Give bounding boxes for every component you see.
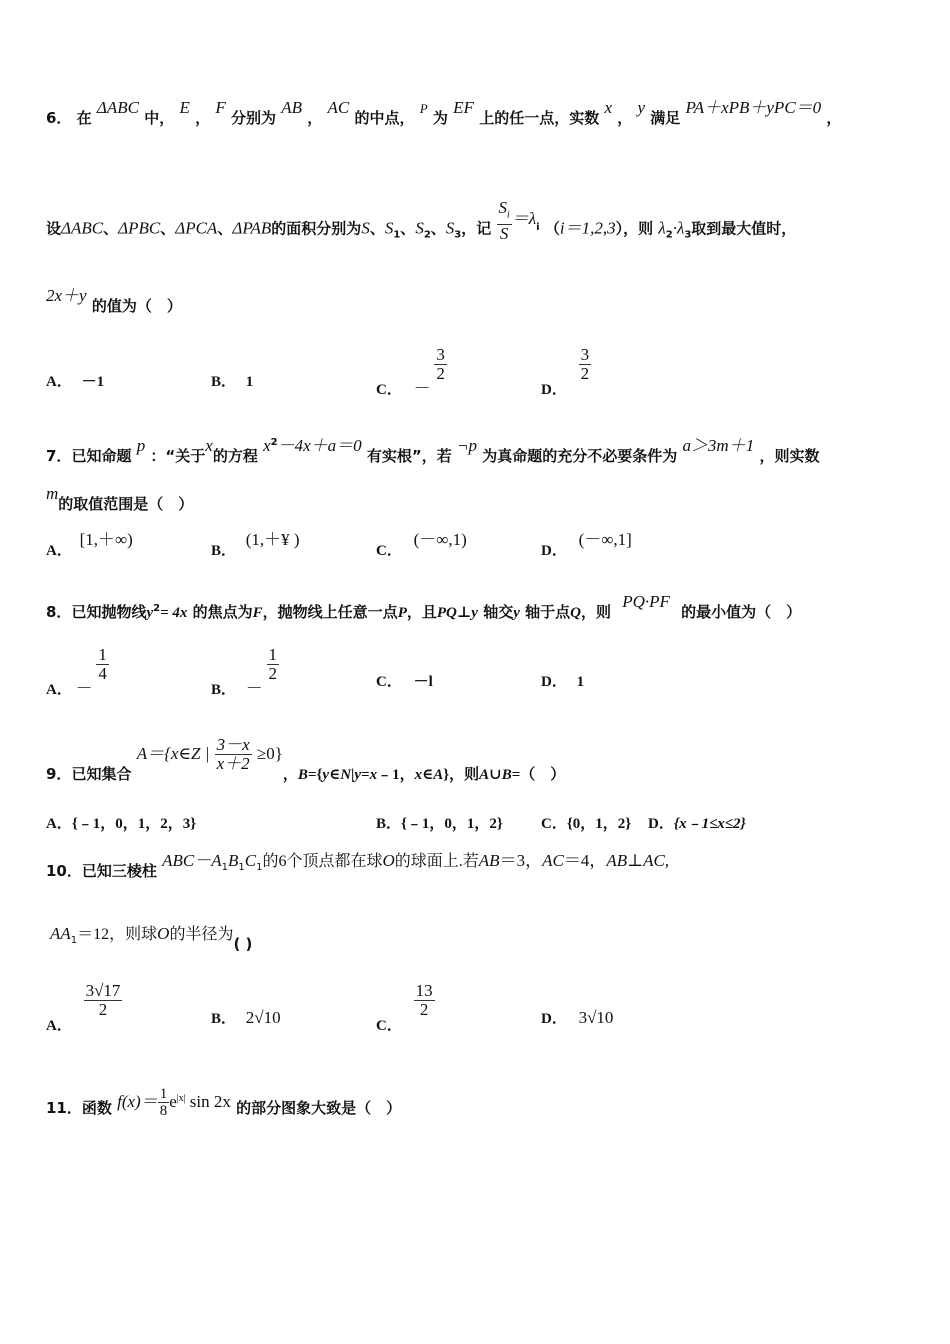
q10-option-d[interactable]: D． 3√10	[541, 1008, 614, 1027]
question-6-line-3: 2x＋y 的值为（ ）	[46, 286, 182, 315]
question-7-line-1: 7．已知命题 p ：“关于x的方程 $x^2-4x+a=0$ 有实根”，若 ¬p 为真命题的充分不必要条件为 a＞3m＋1 ，则实数	[46, 436, 820, 465]
question-7-line-2: m的取值范围是（ ）	[46, 484, 194, 513]
q7-option-b[interactable]: B． (1,＋¥ )	[211, 530, 300, 559]
q7-option-d[interactable]: D． (－∞,1]	[541, 530, 632, 559]
q6-option-c[interactable]: C． － $\frac{3}{2}$	[376, 345, 445, 398]
q9-option-a[interactable]: A．{﹣1，0，1，2，3}	[46, 816, 197, 832]
q7-option-c[interactable]: C． (－∞,1)	[376, 530, 467, 559]
q9-option-d[interactable]: D．{x﹣1≤x≤2}	[648, 816, 746, 832]
q9-option-b[interactable]: B．{﹣1，0，1，2}	[376, 816, 503, 832]
q8-option-c[interactable]: C． －l	[376, 674, 433, 690]
fraction-1-over-2: $\frac{1}{2}$	[268, 645, 278, 683]
q10-option-a[interactable]: A． $\frac{3√17}{2}$	[46, 981, 121, 1034]
fraction-3-over-2: $\frac{3}{2}$	[580, 345, 590, 383]
q6-option-d[interactable]: D． $\frac{3}{2}$	[541, 345, 590, 398]
question-10-line-1: 10．已知三棱柱 $ABC-A_1B_1C_1$的6个顶点都在球O的球面上.若AB＝3，AC＝4，AB⊥AC,	[46, 851, 670, 880]
fraction-3-sqrt17-over-2: $\frac{3√17}{2}$	[85, 981, 121, 1019]
fraction-3-over-2: $\frac{3}{2}$	[436, 345, 445, 383]
q8-option-b[interactable]: B． － $\frac{1}{2}$	[211, 645, 278, 698]
q8-option-a[interactable]: A． － $\frac{1}{4}$	[46, 645, 107, 698]
q7-option-a[interactable]: A． [1,＋∞)	[46, 530, 133, 559]
q6-option-a[interactable]: A． －1	[46, 374, 105, 390]
question-8-line-1: 8．已知抛物线$y^2= 4x$ 的焦点为F，抛物线上任意一点P，且PQ⊥y 轴交y 轴于点Q，则 PQ·PF 的最小值为（ ）	[46, 592, 802, 621]
question-6-line-1: 6． 在 ΔABC 中， E ， F 分别为 AB ， AC 的中点， P 为 EF 上的任一点，实数 x ， y 满足 PA＋xPB＋yPC＝0 ，	[46, 98, 842, 127]
q10-option-c[interactable]: C． $\frac{13}{2}$	[376, 981, 433, 1034]
fraction-3-minus-x-over-x-plus-2: $\frac{3-x}{x+2}$	[216, 735, 250, 773]
fraction-13-over-2: $\frac{13}{2}$	[415, 981, 433, 1019]
question-10-line-2: $AA_1=12$，则球O的半径为( )	[50, 924, 253, 953]
question-11-line-1: 11．函数 f(x)＝ $\frac{1}{8}$ $e^{|x|}$ sin 2x 的部分图象大致是（ ）	[46, 1086, 402, 1119]
q9-option-c[interactable]: C．{0，1，2}	[541, 816, 632, 832]
q8-option-d[interactable]: D． 1	[541, 674, 585, 690]
q10-option-b[interactable]: B． 2√10	[211, 1008, 281, 1027]
fraction-1-over-4: $\frac{1}{4}$	[98, 645, 107, 683]
q6-option-b[interactable]: B． 1	[211, 374, 254, 390]
fraction-si-over-s: $\frac{S_i}{S}$	[498, 198, 510, 244]
fraction-1-over-8: $\frac{1}{8}$	[159, 1086, 168, 1119]
question-6-line-2: 设ΔABC、ΔPBC、ΔPCA、ΔPAB的面积分别为S、$S_1$、$S_2$、$S_3$，记 $\frac{S_i}{S}$ $=\lambda_i$ （i＝1,2,3），则 $\lambda_2\cdot\lambda_3$取到最大值时，	[46, 198, 797, 244]
question-9-line-1: 9．已知集合 A＝{x∈Z | $\frac{3-x}{x+2}$ ≥0}，B={y∈N|y=x﹣1，x∈A}，则A∪B=（ ）	[46, 735, 566, 783]
